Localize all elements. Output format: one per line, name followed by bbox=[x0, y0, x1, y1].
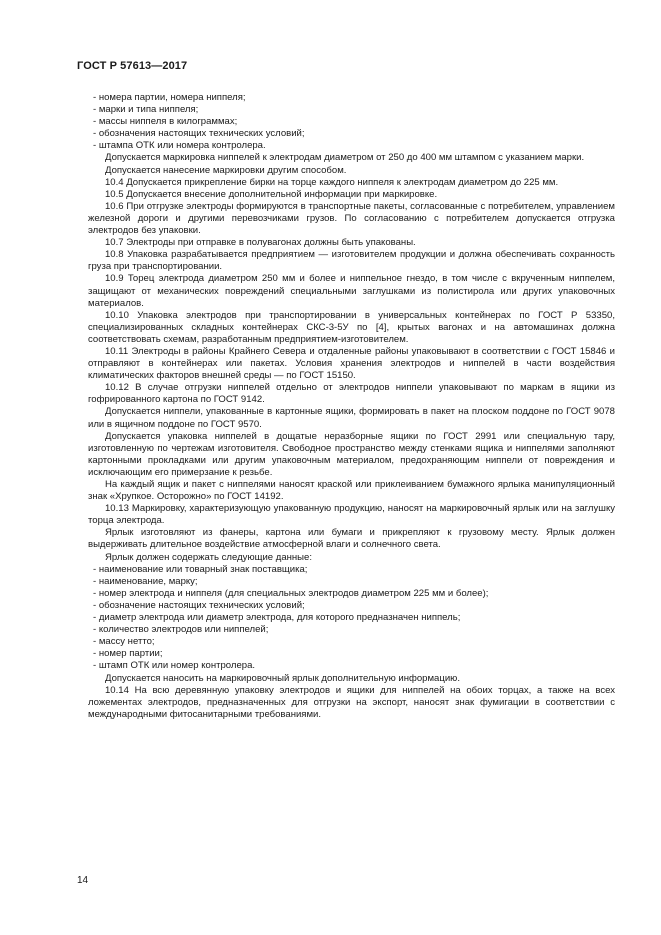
paragraph: 10.6 При отгрузке электроды формируются в транспортные пакеты, согласованные с потребителем, управлением железной дороги и другими перевозчиками грузов. По согласованию с потребителем допускается отгрузка электродов без упаковки. bbox=[88, 200, 615, 237]
paragraph: 10.9 Торец электрода диаметром 250 мм и более и ниппельное гнездо, в том числе с вкрученным ниппелем, защищают от механических повреждений специальными заглушками из полистирола или других упаковочных материалов. bbox=[88, 273, 615, 309]
list-item: - массу нетто; bbox=[93, 636, 155, 648]
document-body bbox=[88, 92, 615, 721]
list-item: - количество электродов или ниппелей; bbox=[93, 624, 269, 636]
paragraph: 10.14 На всю деревянную упаковку электродов и ящики для ниппелей на обоих торцах, а также на всех ложементах электродов, предназначенных для отгрузки на экспорт, наносят знак фумигации в соответствии с международными фитосанитарными требованиями. bbox=[88, 684, 615, 720]
list-item: - массы ниппеля в килограммах; bbox=[93, 116, 238, 128]
paragraph: 10.11 Электроды в районы Крайнего Севера и отдаленные районы упаковывают в соответствии с ГОСТ 15846 и отправляют в контейнерах или пакетах. Условия хранения электродов и ниппелей в части воздействия климатических факторов внешней среды — по ГОСТ 15150. bbox=[88, 345, 615, 382]
paragraph: Допускается упаковка ниппелей в дощатые неразборные ящики по ГОСТ 2991 или специальную тару, изготовленную по чертежам изготовителя. Свободное пространство между стенками ящика и ниппелями заполняют картонными прокладками или другим упаковочным материалом, предохраняющим ниппели от повреждения и исключающим его примерзание к резьбе. bbox=[88, 430, 615, 478]
list-item: - наименование или товарный знак поставщика; bbox=[93, 563, 308, 575]
list-item: - штамп ОТК или номер контролера. bbox=[93, 660, 256, 672]
list-item: - обозначения настоящих технических условий; bbox=[93, 128, 305, 140]
list-item: - наименование, марку; bbox=[93, 575, 198, 587]
paragraph: Ярлык должен содержать следующие данные: bbox=[105, 551, 313, 563]
paragraph: 10.12 В случае отгрузки ниппелей отдельно от электродов ниппели упаковывают по маркам в ящики из гофрированного картона по ГОСТ 9142. bbox=[88, 382, 615, 406]
list-item: - марки и типа ниппеля; bbox=[93, 104, 199, 116]
paragraph: 10.5 Допускается внесение дополнительной информации при маркировке. bbox=[105, 188, 438, 200]
paragraph: На каждый ящик и пакет с ниппелями наносят краской или приклеиванием бумажного ярлыка манипуляционный знак «Хрупкое. Осторожно» по ГОСТ 14192. bbox=[88, 479, 615, 503]
list-item: - штампа ОТК или номера контролера. bbox=[93, 140, 266, 152]
paragraph: 10.8 Упаковка разрабатывается предприятием — изготовителем продукции и должна обеспечивать сохранность груза при транспортировании. bbox=[88, 249, 615, 273]
paragraph: Допускается нанесение маркировки другим способом. bbox=[105, 164, 347, 176]
paragraph: 10.13 Маркировку, характеризующую упакованную продукцию, наносят на маркировочный ярлык или на заглушку торца электрода. bbox=[88, 503, 615, 527]
paragraph: Допускается ниппели, упакованные в картонные ящики, формировать в пакет на плоском поддоне по ГОСТ 9078 или в ящичном поддоне по ГОСТ 9570. bbox=[88, 406, 615, 430]
list-item: - номер партии; bbox=[93, 648, 163, 660]
list-item: - диаметр электрода или диаметр электрода, для которого предназначен ниппель; bbox=[93, 612, 461, 624]
paragraph: Допускается наносить на маркировочный ярлык дополнительную информацию. bbox=[105, 672, 460, 684]
paragraph: 10.4 Допускается прикрепление бирки на торце каждого ниппеля к электродам диаметром до 225 мм. bbox=[105, 176, 559, 188]
paragraph: 10.10 Упаковка электродов при транспортировании в универсальных контейнерах по ГОСТ Р 53350, специализированных складных контейнерах СКС-3-5У по [4], крытых вагонах и на автомашинах должна соответствовать схемам, разработанным предприятием-изготовителем. bbox=[88, 309, 615, 345]
document-header: ГОСТ Р 57613—2017 bbox=[77, 60, 188, 72]
paragraph: Ярлык изготовляют из фанеры, картона или бумаги и прикрепляют к грузовому месту. Ярлык должен выдерживать длительное воздействие атмосферной влаги и солнечного света. bbox=[88, 527, 615, 551]
list-item: - номер электрода и ниппеля (для специальных электродов диаметром 225 мм и более); bbox=[93, 587, 489, 599]
paragraph: Допускается маркировка ниппелей к электродам диаметром от 250 до 400 мм штампом с указанием марки. bbox=[105, 152, 585, 164]
list-item: - номера партии, номера ниппеля; bbox=[93, 92, 246, 103]
paragraph: 10.7 Электроды при отправке в полувагонах должны быть упакованы. bbox=[105, 237, 416, 249]
list-item: - обозначение настоящих технических условий; bbox=[93, 599, 305, 611]
page-number: 14 bbox=[77, 875, 89, 886]
